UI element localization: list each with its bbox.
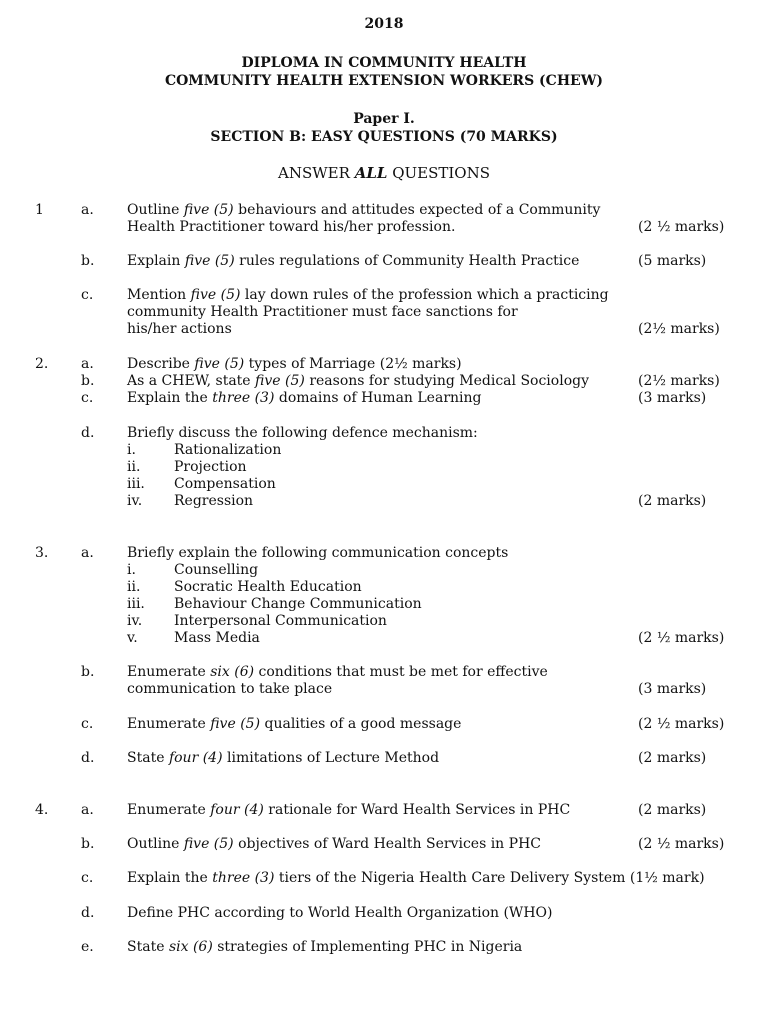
list-item-number: v. [127,630,138,646]
question-text: Enumerate four (4) rationale for Ward Health Services in PHC [127,802,571,818]
list-item-number: ii. [127,579,141,595]
question-text: Describe five (5) types of Marriage (2½ marks) [127,356,462,372]
question-number: 1 [35,202,44,218]
part-letter: d. [81,905,95,921]
part-letter: e. [81,939,94,955]
list-item-number: iv. [127,493,143,509]
question-text-line: community Health Practitioner must face sanctions for [127,304,518,320]
part-letter: c. [81,390,94,406]
list-item-number: iii. [127,596,145,612]
marks: (2 ½ marks) [638,716,725,732]
marks: (2 marks) [638,750,707,766]
question-text: Define PHC according to World Health Organization (WHO) [127,905,553,921]
part-letter: b. [81,373,95,389]
marks: (5 marks) [638,253,707,269]
marks: (2 ½ marks) [638,630,725,646]
list-item-number: i. [127,562,136,578]
instruction: ANSWER ALL QUESTIONS [278,164,490,182]
question-text: Enumerate five (5) qualities of a good message [127,716,462,732]
question-text: State six (6) strategies of Implementing PHC in Nigeria [127,939,523,955]
part-letter: b. [81,664,95,680]
question-number: 3. [35,545,49,561]
question-text: Enumerate six (6) conditions that must be met for effective [127,664,548,680]
list-item: Rationalization [174,442,282,458]
list-item-number: i. [127,442,136,458]
list-item: Behaviour Change Communication [174,596,422,612]
list-item: Regression [174,493,254,509]
cadre-title: COMMUNITY HEALTH EXTENSION WORKERS (CHEW) [164,73,604,89]
list-item: Projection [174,459,247,475]
marks: (3 marks) [638,390,707,406]
question-text: Briefly explain the following communication concepts [127,545,509,561]
question-text: State four (4) limitations of Lecture Method [127,750,440,766]
part-letter: a. [81,356,94,372]
question-text: Explain the three (3) tiers of the Nigeria Health Care Delivery System (1½ mark) [127,870,705,886]
question-text-line: communication to take place [127,681,333,697]
question-text-line: his/her actions [127,321,232,337]
exam-year: 2018 [364,16,404,32]
question-text: Outline five (5) objectives of Ward Health Services in PHC [127,836,541,852]
part-letter: c. [81,870,94,886]
question-number: 4. [35,802,49,818]
part-letter: d. [81,750,95,766]
list-item-number: ii. [127,459,141,475]
question-text: Briefly discuss the following defence mechanism: [127,425,478,441]
marks: (2 ½ marks) [638,836,725,852]
marks: (2 marks) [638,493,707,509]
list-item: Counselling [174,562,259,578]
question-number: 2. [35,356,49,372]
question-text: As a CHEW, state five (5) reasons for studying Medical Sociology [127,373,589,389]
question-text: Mention five (5) lay down rules of the profession which a practicing [127,287,609,303]
marks: (2½ marks) [638,321,720,337]
list-item: Interpersonal Communication [174,613,387,629]
part-letter: b. [81,836,95,852]
marks: (2 marks) [638,802,707,818]
question-text: Outline five (5) behaviours and attitudes expected of a Community [127,202,601,218]
part-letter: b. [81,253,95,269]
part-letter: d. [81,425,95,441]
question-text: Explain the three (3) domains of Human Learning [127,390,482,406]
program-title: DIPLOMA IN COMMUNITY HEALTH [241,55,527,71]
marks: (2 ½ marks) [638,219,725,235]
list-item: Socratic Health Education [174,579,362,595]
part-letter: a. [81,202,94,218]
part-letter: a. [81,545,94,561]
part-letter: c. [81,716,94,732]
question-text-line: Health Practitioner toward his/her profession. [127,219,456,235]
list-item: Mass Media [174,630,260,646]
list-item-number: iii. [127,476,145,492]
section-title: SECTION B: EASY QUESTIONS (70 MARKS) [210,129,558,145]
marks: (3 marks) [638,681,707,697]
question-text: Explain five (5) rules regulations of Community Health Practice [127,253,580,269]
part-letter: c. [81,287,94,303]
list-item-number: iv. [127,613,143,629]
part-letter: a. [81,802,94,818]
paper-title: Paper I. [353,111,415,127]
list-item: Compensation [174,476,276,492]
marks: (2½ marks) [638,373,720,389]
